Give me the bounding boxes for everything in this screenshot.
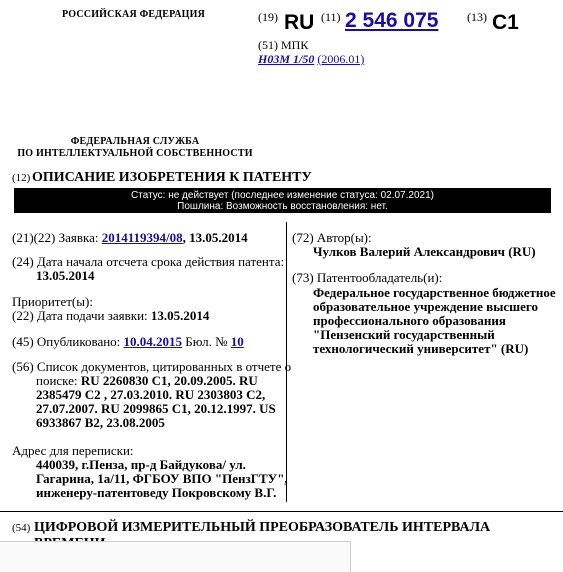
patent-number-link[interactable]: 2 546 075 (345, 9, 439, 32)
agency-line-2: ПО ИНТЕЛЛЕКТУАЛЬНОЙ СОБСТВЕННОСТИ (17, 148, 253, 159)
address-line-2: Гагарина, 1а/11, ФГБОУ ВПО "ПензГТУ", (36, 471, 288, 486)
address-line-3: инженеру-патентоведу Покровскому В.Г. (36, 485, 277, 500)
author-value: Чулков Валерий Александрович (RU) (313, 244, 536, 259)
ipc-link[interactable]: H03M 1/50 (258, 52, 315, 66)
address-line-1: 440039, г.Пенза, пр-д Байдукова/ ул. (36, 457, 246, 472)
invention-code: (54) (12, 522, 31, 534)
author-label: (72) Автор(ы): (292, 230, 372, 245)
owner-line-2: образовательное учреждение высшего (313, 299, 538, 314)
country-code: RU (284, 11, 315, 34)
published-row (12, 334, 244, 349)
code-19: (19) (258, 10, 278, 24)
doc-title-code: (12) (12, 172, 31, 184)
status-line: Статус: не действует (последнее изменение статуса: 02.07.2021) (131, 190, 434, 201)
bulletin-label: Бюл. № (185, 334, 228, 349)
term-label: (24) Дата начала отсчета срока действия патента: (12, 254, 285, 269)
owner-line-5: технологический университет" (RU) (313, 341, 529, 356)
cited-line-4: 6933867 B2, 23.08.2005 (36, 415, 165, 430)
cited-line-2: 2385479 C2 , 27.03.2010. RU 2303803 C2, (36, 387, 266, 402)
country-name: РОССИЙСКАЯ ФЕДЕРАЦИЯ (62, 9, 206, 20)
filing-value: 13.05.2014 (150, 308, 210, 323)
abstract-box (0, 541, 351, 572)
application-date: , 13.05.2014 (182, 230, 248, 245)
agency-line-1: ФЕДЕРАЛЬНАЯ СЛУЖБА (70, 136, 200, 147)
ipc-label: (51) МПК (258, 38, 309, 52)
bulletin-number-link[interactable]: 10 (230, 334, 244, 349)
code-11: (11) (321, 10, 341, 24)
section-divider (0, 511, 563, 512)
owner-label: (73) Патентообладатель(и): (292, 270, 443, 285)
cited-label-1: (56) Список документов, цитированных в отчете о (12, 359, 292, 374)
application-label: (21)(22) Заявка: (12, 230, 99, 245)
published-date-link[interactable]: 10.04.2015 (123, 334, 183, 349)
code-13: (13) (467, 10, 487, 24)
cited-row-1 (36, 373, 258, 388)
filing-row (12, 308, 209, 323)
kind-code: C1 (492, 11, 519, 34)
application-row (12, 230, 248, 245)
owner-line-4: "Пензенский государственный (313, 327, 495, 342)
filing-label: (22) Дата подачи заявки: (12, 308, 148, 323)
cited-label-2: поиске: (36, 373, 78, 388)
owner-line-1: Федеральное государственное бюджетное (313, 285, 556, 300)
cited-line-3: 27.07.2007. RU 2099865 C1, 20.12.1997. US (36, 401, 276, 416)
priority-label: Приоритет(ы): (12, 294, 93, 309)
address-label: Адрес для переписки: (12, 443, 134, 458)
cited-line-1: RU 2260830 C1, 20.09.2005. RU (80, 373, 258, 388)
published-label: (45) Опубликовано: (12, 334, 121, 349)
status-bar (14, 188, 551, 213)
invention-title: ЦИФРОВОЙ ИЗМЕРИТЕЛЬНЫЙ ПРЕОБРАЗОВАТЕЛЬ ИНТЕРВАЛА (34, 520, 491, 535)
ipc-version: (2006.01) (317, 52, 365, 66)
term-value: 13.05.2014 (36, 268, 95, 283)
fee-line: Пошлина: Возможность восстановления: нет. (177, 201, 388, 212)
application-number-link[interactable]: 2014119394/08 (101, 230, 183, 245)
doc-title: ОПИСАНИЕ ИЗОБРЕТЕНИЯ К ПАТЕНТУ (32, 170, 312, 185)
owner-line-3: профессионального образования (313, 313, 506, 328)
